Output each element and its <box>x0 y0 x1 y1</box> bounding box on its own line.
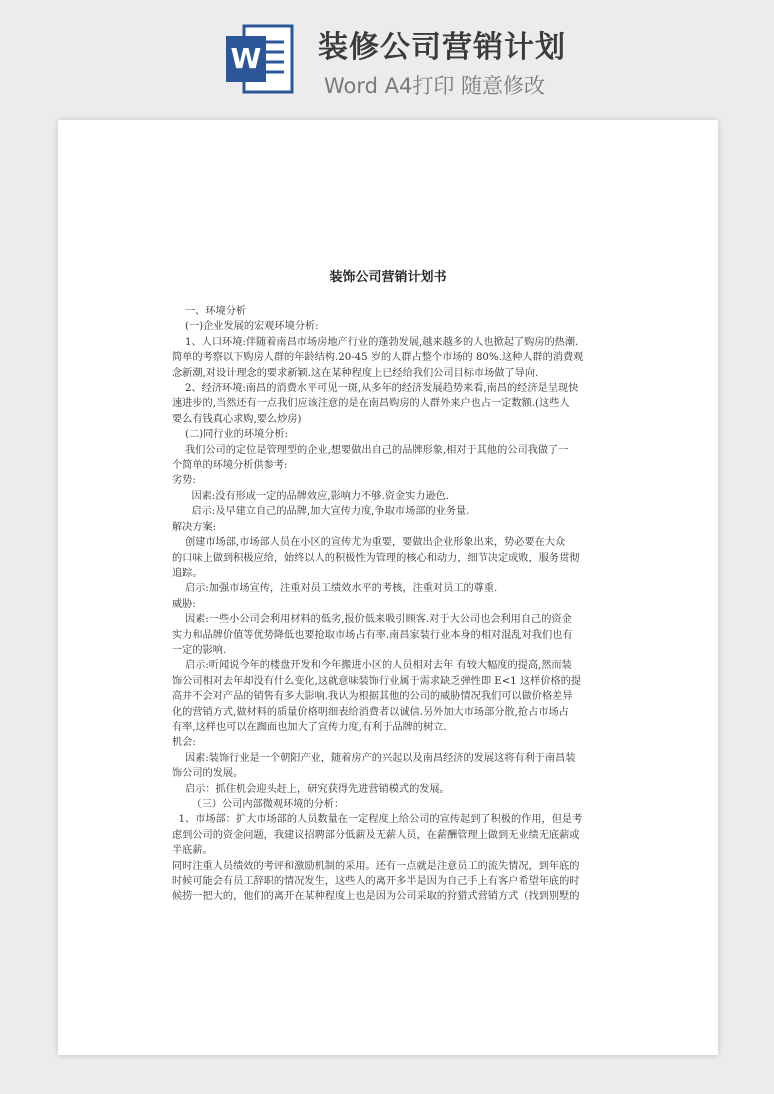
document-line: （三）公司内部微观环境的分析： <box>172 799 345 810</box>
document-line: 时候可能会有员工辞职的情况发生，这些人的离开多半是因为自己手上有客户希望年底的时 <box>172 876 580 888</box>
document-line: 饰公司的发展。 <box>172 768 244 780</box>
document-line: 候捞一把大的，他们的离开在某种程度上也是因为公司采取的狩猎式营销方式（找到别墅的 <box>172 891 580 903</box>
document-line: 启示:听闻说今年的楼盘开发和今年搬进小区的人员相对去年 有较大幅度的提高,然而装 <box>172 660 572 672</box>
document-line: 速进步的,当然还有一点我们应该注意的是在南昌购房的人群外来户也占一定数额.(这些人 <box>172 398 570 410</box>
banner-title: 装修公司营销计划 <box>318 30 566 65</box>
document-line: 个简单的环境分析供参考: <box>172 460 288 472</box>
document-line: 实力和品牌价值等优势降低也要抢取市场占有率.南昌家装行业本身的相对混乱对我们也有 <box>172 629 573 641</box>
document-line: 一定的影响. <box>172 644 227 656</box>
document-body <box>172 304 660 905</box>
document-line: (二)同行业的环境分析: <box>172 429 289 441</box>
document-line: 1、人口环境:伴随着南昌市场房地产行业的蓬勃发展,越来越多的人也掀起了购房的热潮. <box>172 336 579 348</box>
document-line: 我们公司的定位是管理型的企业,想要做出自己的品牌形象,相对于其他的公司我做了一 <box>172 444 569 456</box>
document-page <box>58 120 718 1055</box>
document-line: 的口味上做到积极应给，始终以人的积极性为管理的核心和动力，细节决定成败，服务贯彻 <box>172 552 580 564</box>
document-line: 有率,这样也可以在踟面也加大了宣传力度,有利于品牌的树立. <box>172 721 447 733</box>
document-line: 半底薪。 <box>172 845 213 857</box>
document-line: 饰公司相对去年却没有什么变化,这就意味装饰行业属于需求缺乏弹性即 E<1 这样价格的提 <box>172 675 582 687</box>
document-line: 1、市场部：扩大市场部的人员数量在一定程度上给公司的宣传起到了积极的作用，但是考 <box>172 814 583 826</box>
document-line: 启示:加强市场宣传，注重对员工绩效水平的考核，注重对员工的尊重. <box>172 583 498 595</box>
document-line: 高并不会对产品的销售有多大影响.我认为根据其他的公司的威胁情况我们可以做价格差异 <box>172 691 573 703</box>
banner-subtitle: Word A4打印 随意修改 <box>324 74 546 98</box>
word-icon-letter: W <box>230 42 262 75</box>
document-line: 因素:一些小公司会利用材料的低劣,报价低来吸引顾客.对于大公司也会利用自己的资金 <box>172 614 572 626</box>
document-line: 因素:装饰行业是一个朝阳产业，随着房产的兴起以及南昌经济的发展这将有利于南昌装 <box>172 752 576 764</box>
document-line: 机会: <box>172 737 196 749</box>
document-line: 因素:没有形成一定的品牌效应,影响力不够.资金实力逊色. <box>172 490 450 502</box>
document-line: 劣势: <box>172 475 196 487</box>
banner <box>0 0 774 110</box>
document-title: 装饰公司营销计划书 <box>329 270 447 285</box>
document-line: 创建市场部,市场部人员在小区的宣传尤为重要，要做出企业形象出来，势必要在大众 <box>172 537 566 549</box>
word-doc-icon <box>222 22 296 96</box>
document-line: 解决方案: <box>172 521 217 533</box>
document-line: 启示：抓住机会迎头赶上，研究获得先进营销模式的发展。 <box>172 783 450 795</box>
document-line: (一)企业发展的宏观环境分析: <box>172 321 319 333</box>
document-line: 2、经济环境:南昌的消费水平可见一斑,从多年的经济发展趋势来看,南昌的经济是呈现快 <box>172 383 579 395</box>
document-line: 一、环境分析 <box>172 306 247 317</box>
document-line: 要么有钱真心求购,要么炒房) <box>172 413 302 425</box>
document-line: 简单的考察以下购房人群的年龄结构.20-45 岁的人群占整个市场的 80%.这种人群的消费观 <box>172 352 584 364</box>
document-line: 化的营销方式,做材料的质量价格明细表给消费者以诚信.另外加大市场部分散,抢占市场占 <box>172 706 569 718</box>
document-line: 念新潮,对设计理念的要求新颖.这在某种程度上已经给我们公司目标市场做了导向. <box>172 367 539 379</box>
document-line: 同时注重人员绩效的考评和激励机制的采用。还有一点就是注意员工的流失情况，到年底的 <box>172 860 580 872</box>
document-line: 启示:及早建立自己的品牌,加大宣传力度,争取市场部的业务量. <box>172 506 470 518</box>
document-line: 追踪。 <box>172 567 203 579</box>
document-line: 威胁: <box>172 598 196 610</box>
document-line: 虑到公司的资金问题，我建议招聘部分低薪及无薪人员，在薪酬管理上做到无业绩无底薪或 <box>172 829 580 841</box>
